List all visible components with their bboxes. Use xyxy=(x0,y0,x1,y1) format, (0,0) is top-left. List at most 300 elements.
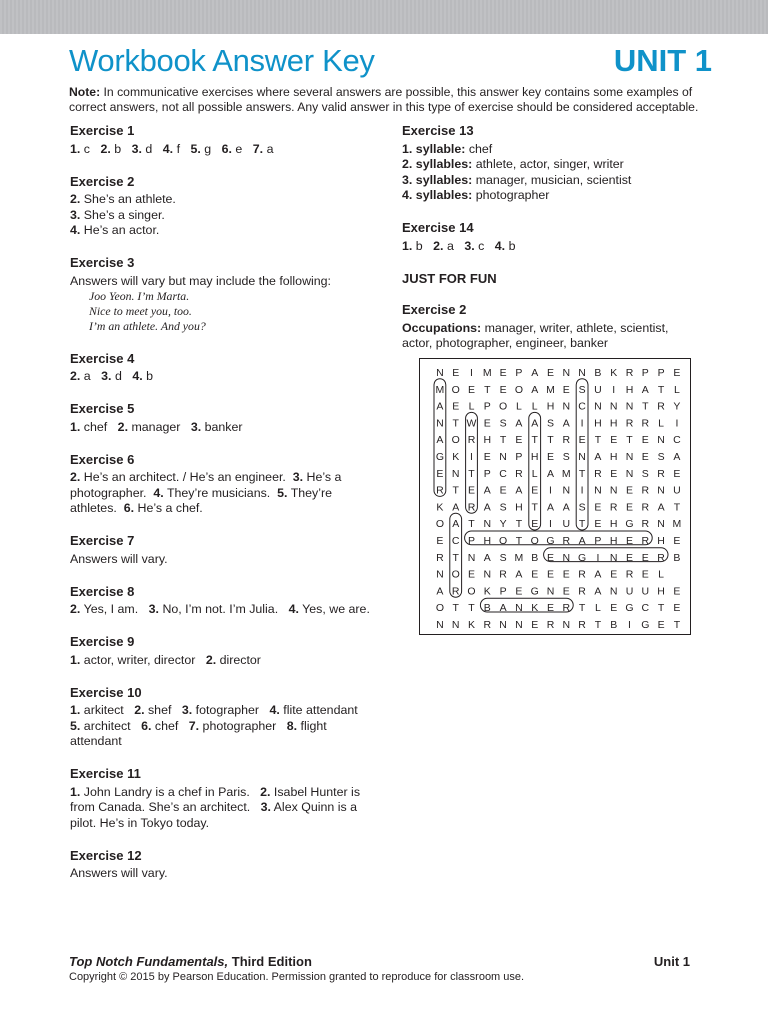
page-title: Workbook Answer Key xyxy=(69,43,375,78)
grid-letter: E xyxy=(452,400,460,413)
grid-letter: H xyxy=(594,417,602,430)
grid-letter: E xyxy=(562,585,570,598)
grid-letter: P xyxy=(515,367,523,379)
grid-letter: R xyxy=(657,467,665,480)
grid-letter: K xyxy=(610,367,618,379)
grid-letter: B xyxy=(531,551,539,564)
grid-letter: A xyxy=(515,568,523,581)
grid-letter: E xyxy=(467,568,476,581)
grid-letter: R xyxy=(625,367,634,379)
grid-letter: T xyxy=(515,535,523,547)
answer-line: 1. arkitect 2. shef 3. fotographer 4. flite attendant xyxy=(70,703,358,717)
grid-letter: R xyxy=(578,568,586,581)
grid-letter: L xyxy=(531,467,538,480)
grid-letter: N xyxy=(451,619,460,631)
exercise-heading: Exercise 2 xyxy=(402,302,467,317)
answer-line: 1. John Landry is a chef in Paris. 2. Isabel Hunter is xyxy=(70,784,361,799)
grid-letter: A xyxy=(531,367,539,379)
grid-letter: A xyxy=(483,484,491,497)
grid-letter: E xyxy=(594,501,602,514)
grid-letter: K xyxy=(531,602,539,615)
grid-letter: K xyxy=(452,451,460,463)
grid-letter: E xyxy=(546,568,555,581)
grid-letter: H xyxy=(657,535,665,547)
answer-line: photographer. 4. They’re musicians. 5. They’re xyxy=(70,485,333,500)
answer-line: 5. architect 6. chef 7. photographer 8. flight xyxy=(70,718,327,733)
grid-letter: L xyxy=(515,400,522,413)
exercise-heading: Exercise 3 xyxy=(70,255,135,270)
grid-letter: T xyxy=(468,518,475,531)
grid-letter: E xyxy=(578,434,586,447)
exercise-7 xyxy=(70,533,380,567)
grid-letter: L xyxy=(658,417,665,430)
grid-letter: E xyxy=(546,367,555,379)
answer-line: 3. She’s a singer. xyxy=(70,207,165,222)
grid-letter: P xyxy=(499,585,507,598)
exercise-12 xyxy=(70,848,380,882)
grid-letter: G xyxy=(435,451,444,463)
grid-letter: R xyxy=(594,467,602,480)
grid-letter: T xyxy=(484,383,491,396)
grid-letter: N xyxy=(609,551,618,564)
grid-letter: N xyxy=(594,484,602,497)
item-answer: f xyxy=(176,141,181,156)
grid-letter: N xyxy=(657,518,665,531)
dialogue-line: Nice to meet you, too. xyxy=(89,304,192,318)
grid-letter: R xyxy=(546,619,555,631)
note-paragraph xyxy=(69,85,709,115)
grid-letter: N xyxy=(436,619,444,631)
exercise-heading: Exercise 4 xyxy=(70,350,135,366)
grid-letter: I xyxy=(612,383,616,396)
grid-letter: R xyxy=(515,467,523,480)
grid-letter: A xyxy=(641,383,649,396)
grid-letter: E xyxy=(515,585,523,598)
grid-letter: T xyxy=(594,434,602,447)
footer-unit: Unit 1 xyxy=(653,954,690,969)
grid-letter: N xyxy=(483,568,492,581)
grid-letter: E xyxy=(610,602,618,615)
exercise-1 xyxy=(70,123,380,157)
grid-letter: N xyxy=(515,619,523,631)
grid-letter: R xyxy=(641,417,650,430)
grid-letter: T xyxy=(515,518,523,531)
grid-letter: W xyxy=(466,417,477,430)
word-search-svg xyxy=(420,359,690,634)
exercise-4 xyxy=(70,351,380,385)
grid-letter: N xyxy=(562,367,571,379)
grid-letter: R xyxy=(641,518,650,531)
grid-letter: T xyxy=(578,467,586,480)
answer-text: Answers will vary. xyxy=(70,866,168,880)
grid-letter: E xyxy=(594,518,602,531)
grid-letter: S xyxy=(499,417,507,430)
exercise-heading: Exercise 2 xyxy=(70,173,135,189)
grid-letter: O xyxy=(451,383,460,396)
grid-letter: E xyxy=(436,535,444,547)
answer-text: Answers will vary. xyxy=(70,551,168,566)
grid-letter: T xyxy=(531,434,538,447)
exercise-3 xyxy=(70,255,380,334)
grid-letter: N xyxy=(609,484,618,497)
grid-letter: O xyxy=(499,535,508,547)
grid-letter: O xyxy=(467,585,476,598)
grid-letter: I xyxy=(470,367,473,379)
answer-line: 1. actor, writer, director 2. director xyxy=(70,652,261,667)
grid-letter: A xyxy=(594,568,602,581)
grid-letter: T xyxy=(578,602,586,615)
exercise-heading: Exercise 7 xyxy=(70,533,135,548)
grid-letter: M xyxy=(561,467,571,480)
item-answer: e xyxy=(235,141,243,156)
grid-letter: U xyxy=(562,518,571,531)
grid-letter: T xyxy=(578,518,586,531)
grid-letter: A xyxy=(562,417,570,430)
grid-letter: T xyxy=(673,619,681,631)
grid-letter: A xyxy=(436,585,444,598)
grid-letter: M xyxy=(435,383,445,396)
exercise-heading: Exercise 13 xyxy=(402,123,474,138)
grid-letter: E xyxy=(531,518,539,531)
grid-letter: B xyxy=(610,619,618,631)
answer-circle-banker xyxy=(480,598,573,615)
answer-line: 1. chef 2. manager 3. banker xyxy=(70,419,243,434)
grid-letter: R xyxy=(578,585,586,598)
jff-exercise-2 xyxy=(402,302,702,352)
grid-letter: E xyxy=(531,619,539,631)
grid-letter: E xyxy=(531,484,539,497)
grid-letter: G xyxy=(530,585,539,598)
grid-letter: I xyxy=(580,484,584,497)
grid-letter: I xyxy=(549,484,552,497)
grid-letter: H xyxy=(609,535,618,547)
grid-letter: E xyxy=(610,434,618,447)
grid-letter: T xyxy=(626,434,633,447)
exercise-heading: Exercise 14 xyxy=(402,220,474,235)
grid-letter: A xyxy=(499,602,507,615)
grid-letter: H xyxy=(483,434,492,447)
word-search-grid xyxy=(419,358,691,635)
note-label: Note: xyxy=(69,85,101,99)
grid-letter: N xyxy=(578,451,586,463)
item-number: 2. xyxy=(100,141,111,156)
grid-letter: N xyxy=(562,619,571,631)
item-answer: c xyxy=(83,141,90,156)
answer-circle-photographer xyxy=(465,531,653,545)
grid-letter: N xyxy=(625,467,634,480)
grid-letter: T xyxy=(673,501,681,514)
answer-line: 2. syllables: athlete, actor, singer, writer xyxy=(402,157,624,171)
grid-letter: A xyxy=(546,501,555,514)
exercise-9 xyxy=(70,634,380,668)
answer-line: attendant xyxy=(70,734,122,748)
grid-letter: N xyxy=(625,451,634,463)
grid-letter: T xyxy=(547,434,554,447)
grid-letter: N xyxy=(546,585,555,598)
grid-letter: R xyxy=(483,619,492,631)
grid-letter: O xyxy=(451,434,460,447)
grid-letter: N xyxy=(625,400,634,413)
grid-letter: S xyxy=(546,417,555,430)
dialogue-line: Joo Yeon. I’m Marta. xyxy=(89,289,190,303)
grid-letter: N xyxy=(578,367,586,379)
item-number: 4. xyxy=(162,141,174,156)
grid-letter: R xyxy=(625,568,634,581)
exercise-heading: Exercise 5 xyxy=(70,401,135,416)
grid-letter: N xyxy=(483,518,492,531)
grid-letter: R xyxy=(467,501,476,514)
left-column xyxy=(70,123,380,898)
grid-letter: E xyxy=(452,367,460,379)
grid-letter: N xyxy=(467,551,476,564)
exercise-10 xyxy=(70,685,380,750)
grid-letter: T xyxy=(657,383,665,396)
grid-letter: C xyxy=(451,535,460,547)
grid-letter: E xyxy=(499,367,507,379)
grid-letter: G xyxy=(641,619,650,631)
grid-letter: E xyxy=(673,367,681,379)
grid-letter: I xyxy=(580,417,584,430)
grid-letter: N xyxy=(609,400,618,413)
grid-letter: P xyxy=(483,400,491,413)
grid-letter: G xyxy=(625,602,634,615)
grid-letter: L xyxy=(531,400,538,413)
grid-letter: T xyxy=(657,602,665,615)
grid-letter: A xyxy=(452,518,460,531)
grid-letter: E xyxy=(483,451,491,463)
grid-letter: E xyxy=(673,585,681,598)
dialogue-line: I’m an athlete. And you? xyxy=(89,319,206,333)
answer-line: 2. Yes, I am. 3. No, I’m not. I’m Julia. 4. Yes, we are. xyxy=(70,602,370,616)
grid-letter: O xyxy=(435,518,444,531)
grid-letter: N xyxy=(562,484,571,497)
grid-letter: H xyxy=(657,585,665,598)
answer-line: 3. syllables: manager, musician, scientist xyxy=(402,172,632,187)
grid-letter: A xyxy=(515,417,523,430)
grid-letter: N xyxy=(436,568,444,581)
exercise-6 xyxy=(70,452,380,517)
exercise-5 xyxy=(70,401,380,435)
grid-letter: N xyxy=(562,400,571,413)
grid-letter: O xyxy=(451,568,460,581)
grid-letter: S xyxy=(578,383,586,396)
grid-letter: A xyxy=(562,501,570,514)
top-banner xyxy=(0,0,768,34)
grid-letter: B xyxy=(673,551,681,564)
grid-letter: E xyxy=(499,484,507,497)
grid-letter: A xyxy=(546,467,555,480)
grid-letter: E xyxy=(546,451,555,463)
item-number: 7. xyxy=(252,141,264,156)
grid-letter: E xyxy=(531,568,539,581)
right-column xyxy=(402,123,702,368)
grid-letter: R xyxy=(467,434,476,447)
grid-letter: S xyxy=(657,451,665,463)
grid-letter: U xyxy=(673,484,681,497)
grid-letter: M xyxy=(546,383,555,396)
grid-letter: C xyxy=(673,434,681,447)
grid-letter: G xyxy=(546,535,555,547)
grid-letter: Y xyxy=(499,518,507,531)
grid-letter: A xyxy=(452,501,460,514)
answer-line: from Canada. She’s an architect. 3. Alex Quinn is a xyxy=(70,800,358,814)
grid-letter: O xyxy=(530,535,539,547)
grid-letter: G xyxy=(578,551,587,564)
grid-letter: R xyxy=(562,535,571,547)
grid-letter: T xyxy=(452,484,459,497)
grid-letter: T xyxy=(468,467,475,480)
note-text: In communicative exercises where several answers are possible, this answer key contains some examples of correct answers, not all possible answers. Any valid answer in this type of exercise should be considered acceptable. xyxy=(69,85,699,114)
grid-letter: E xyxy=(546,602,555,615)
grid-letter: T xyxy=(594,619,602,631)
grid-letter: N xyxy=(657,484,665,497)
grid-letter: H xyxy=(609,417,618,430)
grid-letter: C xyxy=(499,467,507,480)
grid-letter: H xyxy=(483,535,492,547)
grid-letter: T xyxy=(642,400,649,413)
answer-line: 2. He’s an architect. / He’s an engineer. 3. He’s a xyxy=(70,470,342,484)
grid-letter: S xyxy=(499,501,507,514)
grid-letter: L xyxy=(594,602,601,615)
exercise-heading: Exercise 9 xyxy=(70,634,135,649)
item-number: 6. xyxy=(221,141,232,156)
grid-letter: N xyxy=(562,551,571,564)
grid-letter: E xyxy=(673,535,681,547)
answer-line: 4. syllables: photographer xyxy=(402,188,550,202)
item-number: 1. xyxy=(70,141,81,156)
exercise-14 xyxy=(402,220,702,254)
answer-line: 4. He’s an actor. xyxy=(70,223,160,237)
grid-letter: A xyxy=(578,535,586,547)
grid-letter: E xyxy=(625,551,634,564)
answer-line: 2. She’s an athlete. xyxy=(70,192,176,206)
unit-label: UNIT 1 xyxy=(613,43,712,78)
grid-letter: M xyxy=(514,551,524,564)
item-answer: b xyxy=(114,141,122,156)
grid-letter: P xyxy=(483,467,491,480)
grid-letter: I xyxy=(470,451,473,463)
grid-letter: N xyxy=(436,417,444,430)
grid-letter: N xyxy=(499,619,507,631)
grid-letter: E xyxy=(467,484,476,497)
item-number: 5. xyxy=(190,141,201,156)
item-answer: d xyxy=(145,141,153,156)
grid-letter: P xyxy=(594,535,602,547)
grid-letter: R xyxy=(499,568,507,581)
grid-letter: R xyxy=(641,501,650,514)
grid-letter: R xyxy=(451,585,460,598)
footer-book-title xyxy=(69,954,312,969)
answer-line: athletes. 6. He’s a chef. xyxy=(70,501,203,515)
grid-letter: A xyxy=(515,484,523,497)
grid-letter: S xyxy=(641,467,649,480)
grid-letter: H xyxy=(609,518,618,531)
grid-letter: S xyxy=(562,451,570,463)
grid-letter: B xyxy=(594,367,602,379)
exercise-heading: Exercise 12 xyxy=(70,847,142,863)
grid-letter: E xyxy=(610,467,618,480)
exercise-heading: Exercise 8 xyxy=(70,583,135,599)
grid-letter: O xyxy=(514,383,523,396)
grid-letter: E xyxy=(673,602,681,615)
occupations-answer: Occupations: manager, writer, athlete, scientist, actor, photographer, engineer, banker xyxy=(402,320,669,350)
exercise-2 xyxy=(70,174,380,239)
grid-letter: E xyxy=(625,535,634,547)
grid-letter: R xyxy=(641,484,650,497)
answer-line: 1. b 2. a 3. c 4. b xyxy=(402,238,516,253)
grid-letter: E xyxy=(673,467,681,480)
grid-letter: E xyxy=(483,417,491,430)
grid-letter: Y xyxy=(673,400,681,413)
footer-copyright: Copyright © 2015 by Pearson Education. Permission granted to reproduce for classroom use. xyxy=(69,971,525,983)
grid-letter: N xyxy=(436,367,444,379)
exercise-13 xyxy=(402,123,702,204)
grid-letter: G xyxy=(625,518,634,531)
grid-letter: H xyxy=(515,501,523,514)
grid-letter: P xyxy=(515,451,523,463)
answer-line: 2. a 3. d 4. b xyxy=(70,369,154,383)
grid-letter: T xyxy=(452,417,459,430)
grid-letter: R xyxy=(625,417,634,430)
just-for-fun-heading: JUST FOR FUN xyxy=(402,270,497,286)
grid-letter: L xyxy=(658,568,665,581)
grid-letter: N xyxy=(499,451,507,463)
grid-letter: A xyxy=(594,585,602,598)
grid-letter: K xyxy=(467,619,476,631)
grid-letter: R xyxy=(641,535,650,547)
exercise-heading: Exercise 11 xyxy=(70,766,141,781)
grid-letter: E xyxy=(625,501,634,514)
item-answer: a xyxy=(266,141,274,156)
grid-letter: H xyxy=(625,383,634,396)
grid-letter: I xyxy=(549,518,552,531)
grid-letter: U xyxy=(594,383,602,396)
grid-letter: H xyxy=(530,451,539,463)
grid-letter: P xyxy=(467,535,476,547)
grid-letter: E xyxy=(546,551,555,564)
exercise-11 xyxy=(70,766,380,831)
answer-line: 1. syllable: chef xyxy=(402,141,493,156)
grid-letter: M xyxy=(672,518,682,531)
grid-letter: A xyxy=(673,451,681,463)
grid-letter: A xyxy=(436,400,444,413)
exercise-heading: Exercise 10 xyxy=(70,684,142,700)
grid-letter: I xyxy=(596,551,600,564)
edition: Third Edition xyxy=(228,954,312,969)
grid-letter: E xyxy=(641,451,649,463)
grid-letter: H xyxy=(546,400,555,413)
grid-letter: L xyxy=(673,383,680,396)
answer-line: pilot. He’s in Tokyo today. xyxy=(70,815,210,830)
item-answer: g xyxy=(204,141,212,156)
grid-letter: T xyxy=(531,501,538,514)
grid-letter: A xyxy=(531,417,539,430)
grid-letter: A xyxy=(483,501,491,514)
grid-letter: B xyxy=(483,602,491,615)
grid-letter: N xyxy=(451,467,460,480)
grid-letter: L xyxy=(468,400,475,413)
exercise-8 xyxy=(70,584,380,618)
grid-letter: O xyxy=(499,400,508,413)
grid-letter: E xyxy=(641,551,649,564)
grid-letter: N xyxy=(657,434,665,447)
exercise-heading: Exercise 6 xyxy=(70,451,135,467)
grid-letter: E xyxy=(641,568,649,581)
grid-letter: E xyxy=(562,568,570,581)
grid-letter: K xyxy=(483,585,491,598)
grid-letter: R xyxy=(562,602,571,615)
exercise-heading: Exercise 1 xyxy=(70,123,135,138)
